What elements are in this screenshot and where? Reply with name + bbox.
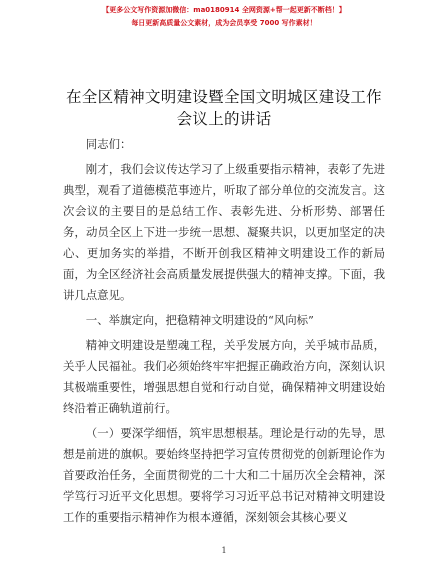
document-body bbox=[63, 134, 385, 532]
promo-banner bbox=[0, 4, 448, 29]
page-number: 1 bbox=[221, 546, 227, 555]
document-title-line-1: 在全区精神文明建设暨全国文明城区建设工作 bbox=[65, 88, 382, 106]
document-title-line-2: 会议上的讲话 bbox=[176, 110, 272, 128]
body-paragraph: 刚才，我们会议传达学习了上级重要指示精神，表彰了先进典型，观看了道德模范事迹片，听取了部分单位的交流发言。这次会议的主要目的是总结工作、表彰先进、分析形势、部署任务，动员全区上下进一步统一思想、凝聚共识，以更加坚定的决心、更加务实的举措，不断开创我区精神文明建设工作的新局面，为全区经济社会高质量发展提供强大的精神支撑。下面，我讲几点意见。 bbox=[63, 162, 385, 302]
promo-banner-line-1: 【更多公文写作资源加微信：ma0180914 全网资源+帮一起更新不断档！】 bbox=[102, 6, 346, 14]
document-title bbox=[40, 86, 408, 130]
salutation: 同志们： bbox=[85, 137, 132, 151]
body-paragraph: （一）要深学细悟，筑牢思想根基。理论是行动的先导，思想是前进的旗帜。要始终坚持把学习宣传贯彻党的创新理论作为首要政治任务，全面贯彻党的二十大和二十届历次全会精神，深学笃行习近平文化思想。要将学习习近平总书记对精神文明建设工作的重要指示精神作为根本遵循，深刻领会其核心要义 bbox=[63, 426, 385, 524]
promo-banner-line-2: 每日更新高质量公文素材，成为会员享受 7000 写作素材！ bbox=[131, 19, 317, 27]
body-paragraph: 精神文明建设是塑魂工程，关乎发展方向，关乎城市品质，关乎人民福祉。我们必须始终牢牢把握正确政治方向，深刻认识其极端重要性，增强思想自觉和行动自觉，确保精神文明建设始终沿着正确轨道前行。 bbox=[63, 338, 385, 415]
section-heading: 一、举旗定向，把稳精神文明建设的“风向标” bbox=[85, 313, 314, 327]
